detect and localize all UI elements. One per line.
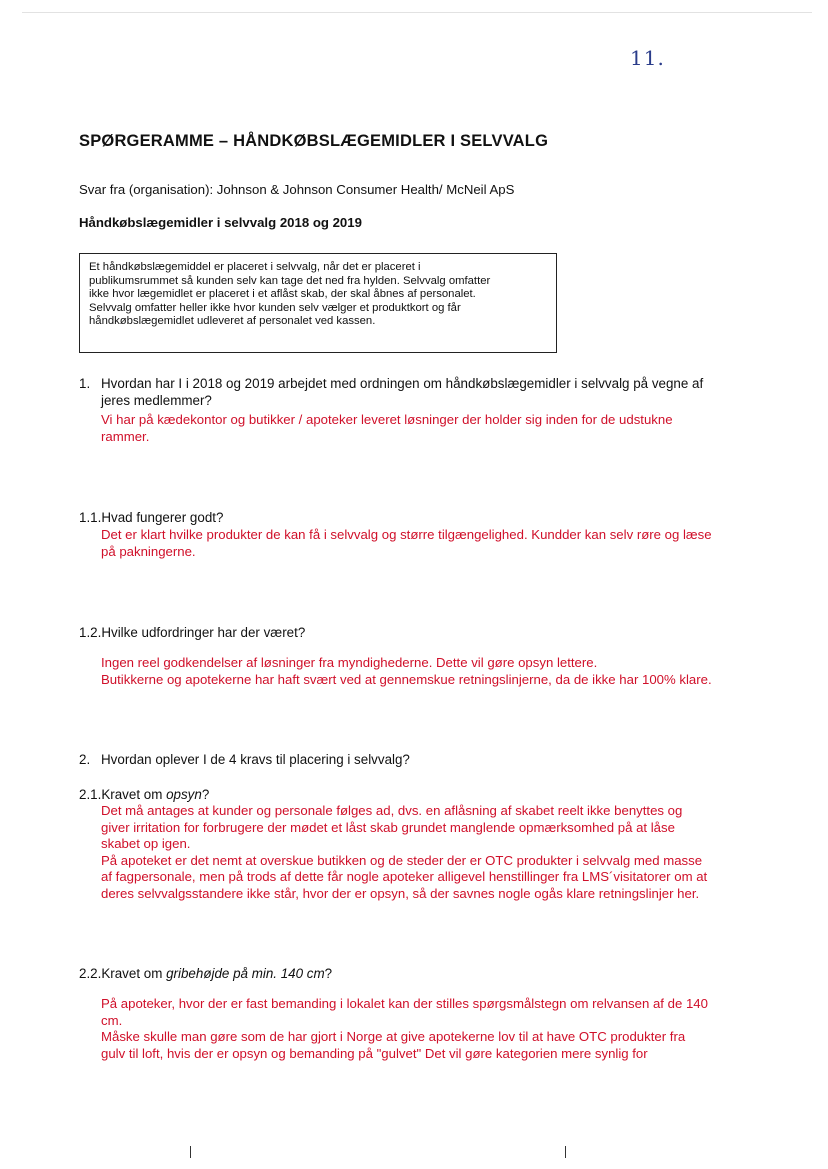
question-number: 2.2.: [79, 966, 102, 981]
document-title: SPØRGERAMME – HÅNDKØBSLÆGEMIDLER I SELVVALG: [79, 132, 549, 150]
question-1-1: [79, 510, 223, 527]
page-top-border: [22, 12, 812, 13]
answer-line: Det er klart hvilke produkter de kan få i selvvalg og større tilgængelighed. Kundder kan selv røre og læse: [101, 527, 712, 542]
answer-2-1: [101, 803, 707, 902]
question-number: 2.1.: [79, 787, 102, 802]
answer-line: deres selvvalgsstandere ikke står, hvor der er opsyn, så der savnes nogle ogås klare retningslinjer her.: [101, 885, 700, 901]
answer-line: af fagpersonale, men på trods af dette får nogle apoteker alligevel henstillinger fra LMS´visitatorer om at: [101, 869, 708, 884]
answer-1-2: [101, 655, 712, 688]
definition-line: Et håndkøbslægemiddel er placeret i selvvalg, når det er placeret i: [89, 261, 421, 273]
answer-1-1: [101, 527, 712, 560]
question-text: jeres medlemmer?: [101, 392, 212, 408]
question-suffix: ?: [324, 966, 333, 981]
question-text: Hvad fungerer godt?: [101, 510, 224, 525]
question-number: 1.2.: [79, 625, 102, 640]
answer-line: På apoteket er det nemt at overskue butikken og de steder der er OTC produkter i selvvalg med masse: [101, 852, 703, 868]
section-subtitle: Håndkøbslægemidler i selvvalg 2018 og 2019: [79, 215, 362, 230]
answer-line: gulv til loft, hvis der er opsyn og bemanding på "gulvet" Det vil gøre kategorien mere synlig for: [101, 1045, 648, 1061]
answer-line: cm.: [101, 1012, 123, 1028]
scan-mark-right: [565, 1146, 566, 1158]
definition-line: Selvvalg omfatter heller ikke hvor kunden selv vælger et produktkort og får: [89, 301, 461, 314]
question-2: [79, 752, 410, 769]
answer-line: skabet op igen.: [101, 836, 191, 851]
answer-line: Butikkerne og apotekerne har haft svært ved at gennemskue retningslinjerne, da de ikke har 100% klare.: [101, 671, 712, 687]
question-number: 1.1.: [79, 510, 102, 525]
handwritten-page-mark: 11.: [630, 46, 665, 70]
definition-line: publikumsrummet så kunden selv kan tage det ned fra hylden. Selvvalg omfatter: [89, 274, 491, 287]
question-prefix: Kravet om: [101, 966, 167, 981]
question-number: 2.: [79, 752, 91, 767]
answer-2-2: [101, 996, 708, 1062]
question-1: [79, 376, 759, 409]
question-prefix: Kravet om: [101, 787, 167, 802]
question-2-1: [79, 787, 209, 804]
question-suffix: ?: [201, 787, 210, 802]
answer-line: Det må antages at kunder og personale følges ad, dvs. en aflåsning af skabet reelt ikke benyttes og: [101, 803, 683, 818]
answer-line: På apoteker, hvor der er fast bemanding i lokalet kan der stilles spørgsmålstegn om relvansen af de 140: [101, 996, 708, 1011]
scan-mark-left: [190, 1146, 191, 1158]
question-text: Hvordan har I i 2018 og 2019 arbejdet med ordningen om håndkøbslægemidler i selvvalg på vegne af: [101, 376, 704, 391]
answer-line: rammer.: [101, 428, 150, 444]
answer-line: Vi har på kædekontor og butikker / apoteker leveret løsninger der holder sig inden for de udstukne: [101, 412, 673, 427]
question-emphasis: gribehøjde på min. 140 cm: [166, 966, 325, 981]
answer-line: på pakningerne.: [101, 543, 196, 559]
question-text: Hvilke udfordringer har der været?: [101, 625, 306, 640]
answer-1: [101, 412, 673, 445]
definition-line: håndkøbslægemidlet udleveret af personalet ved kassen.: [89, 315, 376, 328]
answer-line: Ingen reel godkendelser af løsninger fra myndighederne. Dette vil gøre opsyn lettere.: [101, 655, 598, 670]
question-emphasis: opsyn: [166, 787, 202, 802]
answer-line: Måske skulle man gøre som de har gjort i Norge at give apotekerne lov til at have OTC produkter fra: [101, 1029, 686, 1044]
question-number: 1.: [79, 376, 91, 391]
question-text: Hvordan oplever I de 4 kravs til placering i selvvalg?: [101, 752, 410, 767]
question-1-2: [79, 625, 305, 642]
answer-line: giver irritation for forbrugere der mødet et låst skab grundet manglende opmærksomhed på at låse: [101, 819, 675, 835]
organisation-line: Svar fra (organisation): Johnson & Johnson Consumer Health/ McNeil ApS: [79, 182, 515, 197]
definition-line: ikke hvor lægemidlet er placeret i et aflåst skab, der skal åbnes af personalet.: [89, 288, 476, 301]
question-2-2: [79, 966, 332, 983]
definition-box: [79, 253, 557, 353]
